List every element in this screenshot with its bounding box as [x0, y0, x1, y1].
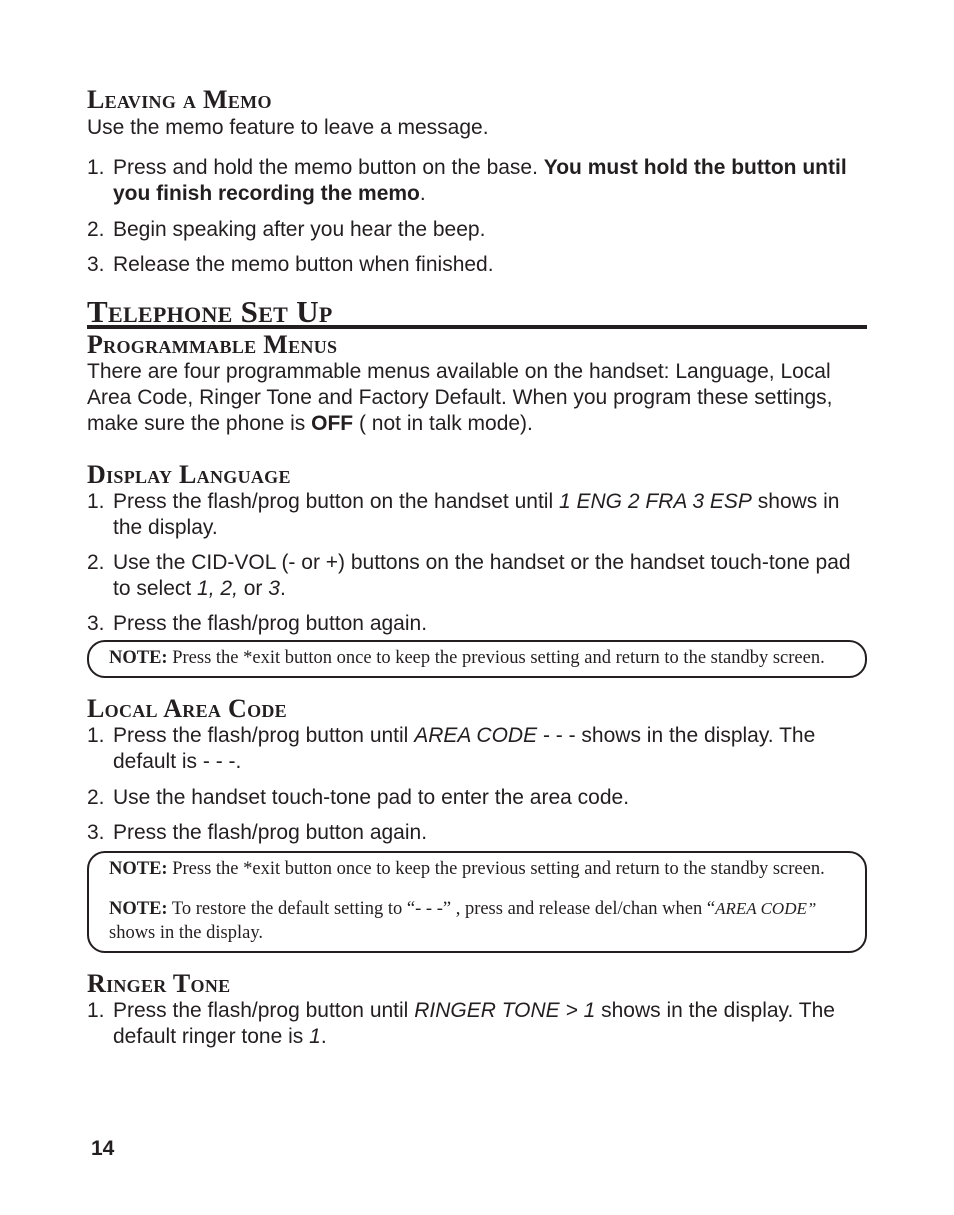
step-text: Use the handset touch-tone pad to enter the area code.	[113, 786, 630, 809]
step-number: 1.	[87, 999, 105, 1022]
step-text: Press the flash/prog button again.	[113, 821, 428, 844]
page-number: 14	[91, 1137, 115, 1160]
step-text: Press the flash/prog button until	[113, 724, 415, 747]
step-number: 2.	[87, 218, 105, 241]
note-text: Press the *exit button once to keep the previous setting and return to the standby screen.	[167, 648, 825, 668]
step-text-tail: .	[419, 182, 426, 205]
section-heading-display-language: Display Language	[87, 460, 291, 489]
note	[109, 646, 843, 670]
step-number: 1.	[87, 490, 105, 513]
display-language-steps	[87, 489, 867, 637]
note	[109, 857, 843, 881]
option-text: 1, 2,	[197, 577, 238, 600]
step-number: 1.	[87, 724, 105, 747]
list-item	[87, 998, 867, 1050]
list-item	[87, 489, 867, 541]
paragraph-text-tail: ( not in talk mode).	[353, 412, 533, 435]
step-text-tail: .	[320, 1025, 327, 1048]
leaving-memo-intro: Use the memo feature to leave a message.	[87, 116, 489, 139]
step-text: Press the flash/prog button until	[113, 999, 415, 1022]
step-text: Press the flash/prog button on the handset until	[113, 490, 559, 513]
step-text-mid: shows in the display. The default ringer tone is	[113, 999, 835, 1048]
option-text: 3	[268, 577, 280, 600]
display-text: AREA CODE”	[715, 899, 817, 918]
note-text: Press the *exit button once to keep the previous setting and return to the standby screen.	[167, 859, 825, 879]
local-area-code-steps	[87, 723, 867, 846]
section-heading-local-area-code: Local Area Code	[87, 694, 287, 723]
note-label: NOTE:	[109, 648, 168, 668]
note-label: NOTE:	[109, 899, 168, 919]
step-emphasis: You must hold the button until you finish recording the memo	[113, 156, 847, 205]
step-text: Press the flash/prog button again.	[113, 612, 428, 635]
step-number: 2.	[87, 786, 105, 809]
section-heading-leaving-memo: Leaving a Memo	[87, 85, 272, 114]
display-text: RINGER TONE > 1	[414, 999, 596, 1022]
display-text: AREA CODE	[414, 724, 538, 747]
programmable-menus-text	[87, 359, 867, 437]
step-text-tail: shows in the display.	[113, 490, 840, 539]
step-text-tail: - - - shows in the display. The default is - - -.	[113, 724, 816, 773]
chapter-heading-telephone-setup: Telephone Set Up	[87, 294, 333, 329]
note-text: To restore the default setting to “- - -” , press and release del/chan when “	[167, 899, 716, 919]
note	[109, 897, 843, 945]
note-label: NOTE:	[109, 859, 168, 879]
list-item	[87, 252, 867, 278]
step-number: 3.	[87, 612, 105, 635]
ringer-tone-steps	[87, 998, 867, 1050]
paragraph-emphasis: OFF	[311, 412, 354, 435]
step-text: Use the CID-VOL (- or +) buttons on the handset or the handset touch-tone pad to select	[113, 551, 851, 600]
step-number: 2.	[87, 551, 105, 574]
note-box	[87, 640, 867, 678]
list-item	[87, 550, 867, 602]
step-number: 3.	[87, 253, 105, 276]
step-text: Press and hold the memo button on the base.	[113, 156, 544, 179]
note-text-tail: shows in the display.	[109, 923, 263, 943]
step-text: Release the memo button when finished.	[113, 253, 494, 276]
section-heading-programmable-menus: Programmable Menus	[87, 330, 338, 359]
list-item	[87, 785, 867, 811]
display-text: 1 ENG 2 FRA 3 ESP	[558, 490, 752, 513]
default-value: 1	[309, 1025, 321, 1048]
list-item	[87, 820, 867, 846]
section-heading-ringer-tone: Ringer Tone	[87, 969, 231, 998]
list-item	[87, 723, 867, 775]
step-text: Begin speaking after you hear the beep.	[113, 218, 486, 241]
list-item	[87, 611, 867, 637]
step-text-tail: .	[279, 577, 286, 600]
list-item	[87, 155, 867, 207]
leaving-memo-steps	[87, 155, 867, 278]
list-item	[87, 217, 867, 243]
step-text-mid: or	[237, 577, 269, 600]
note-box	[87, 851, 867, 953]
step-number: 1.	[87, 156, 105, 179]
paragraph-text: There are four programmable menus available on the handset: Language, Local Area Code, Ringer Tone and Factory Default. When you program these settings, make sure the phone is	[87, 360, 833, 435]
manual-page	[87, 0, 867, 1050]
step-number: 3.	[87, 821, 105, 844]
